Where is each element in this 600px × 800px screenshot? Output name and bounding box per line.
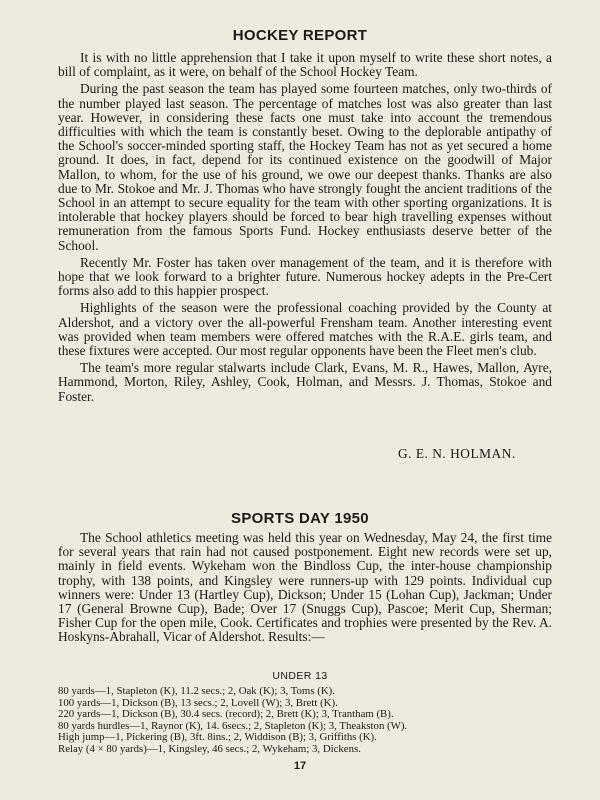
page-number: 17 bbox=[293, 760, 307, 772]
sports-day-body bbox=[58, 531, 552, 645]
result-line: 220 yards—1, Dickson (B), 30.4 secs. (record); 2, Brett (K); 3, Trantham (B). bbox=[58, 708, 394, 721]
result-line: High jump—1, Pickering (B), 3ft. 8ins.; 2, Widdison (B); 3, Griffiths (K). bbox=[58, 731, 377, 744]
result-line: 100 yards—1, Dickson (B), 13 secs.; 2, Lovell (W); 3, Brett (K). bbox=[58, 696, 338, 709]
results-list bbox=[58, 686, 558, 756]
hockey-signature: G. E. N. HOLMAN. bbox=[398, 446, 516, 461]
sports-paragraph: The School athletics meeting was held this year on Wednesday, May 24, the first time for several years that rain had not caused postponement. Eight new records were set up, mainly in field events. Wykeham won the Bindloss Cup, the inter-house championship trophy, with 138 points, and Kingsley were runners-up with 129 points. Individual cup winners were: Under 13 (Hartley Cup), Dickson; Under 15 (Lohan Cup), Jackman; Under 17 (General Browne Cup), Bade; Over 17 (Snuggs Cup), Pascoe; Merit Cup, Sherman; Fisher Cup for the open mile, Cook. Certificates and trophies were presented by the Rev. A. Hoskyns-Abrahall, Vicar of Aldershot. Results:— bbox=[58, 530, 552, 645]
hockey-paragraph-5: The team's more regular stalwarts include Clark, Evans, M. R., Hawes, Mallon, Ayre, Hammond, Morton, Riley, Ashley, Cook, Holman, and Messrs. J. Thomas, Stokoe and Foster. bbox=[58, 360, 552, 404]
sports-day-title: SPORTS DAY 1950 bbox=[231, 510, 369, 527]
hockey-paragraph-1: It is with no little apprehension that I take it upon myself to write these short notes, a bill of complaint, as it were, on behalf of the School Hockey Team. bbox=[58, 50, 552, 80]
hockey-paragraph-4: Highlights of the season were the professional coaching provided by the County at Aldershot, and a victory over the all-powerful Frensham team. Another interesting event was provided when team members were offered matches with the R.A.E. girls team, and these fixtures were accepted. Our most regular opponents have been the Fleet men's club. bbox=[58, 300, 552, 359]
hockey-report-title: HOCKEY REPORT bbox=[232, 27, 368, 44]
hockey-paragraph-2: During the past season the team has played some fourteen matches, only two-thirds of the number played last season. The percentage of matches lost was also greater than last year. However, in considering these facts one must take into account the tremendous difficulties with which the team is constantly beset. Owing to the deplorable antipathy of the School's soccer-minded sporting staff, the Hockey Team has not as yet secured a home ground. It does, in fact, depend for its continued existence on the goodwill of Major Mallon, to whom, for the use of his ground, we owe our deepest thanks. Thanks are also due to Mr. Stokoe and Mr. J. Thomas who have strongly fought the ancient traditions of the School in an attempt to secure equality for the team with other sporting organizations. It is intolerable that hockey players should be forced to bear high travelling expenses without remuneration from the famous Sports Fund. Hockey enthusiasts deserve better of the School. bbox=[58, 81, 552, 253]
hockey-paragraph-3: Recently Mr. Foster has taken over management of the team, and it is therefore with hope that we look forward to a brighter future. Numerous hockey adepts in the Pre-Cert forms also add to this happier prospect. bbox=[58, 254, 552, 299]
hockey-report-body bbox=[58, 51, 552, 404]
result-line: Relay (4 × 80 yards)—1, Kingsley, 46 secs.; 2, Wykeham; 3, Dickens. bbox=[58, 742, 361, 755]
under-13-subheading: UNDER 13 bbox=[272, 670, 328, 682]
result-line: 80 yards hurdles—1, Raynor (K), 14. 6secs.; 2, Stapleton (K); 3, Theakston (W). bbox=[58, 719, 408, 732]
result-line: 80 yards—1, Stapleton (K), 11.2 secs.; 2, Oak (K); 3, Toms (K). bbox=[58, 685, 335, 697]
